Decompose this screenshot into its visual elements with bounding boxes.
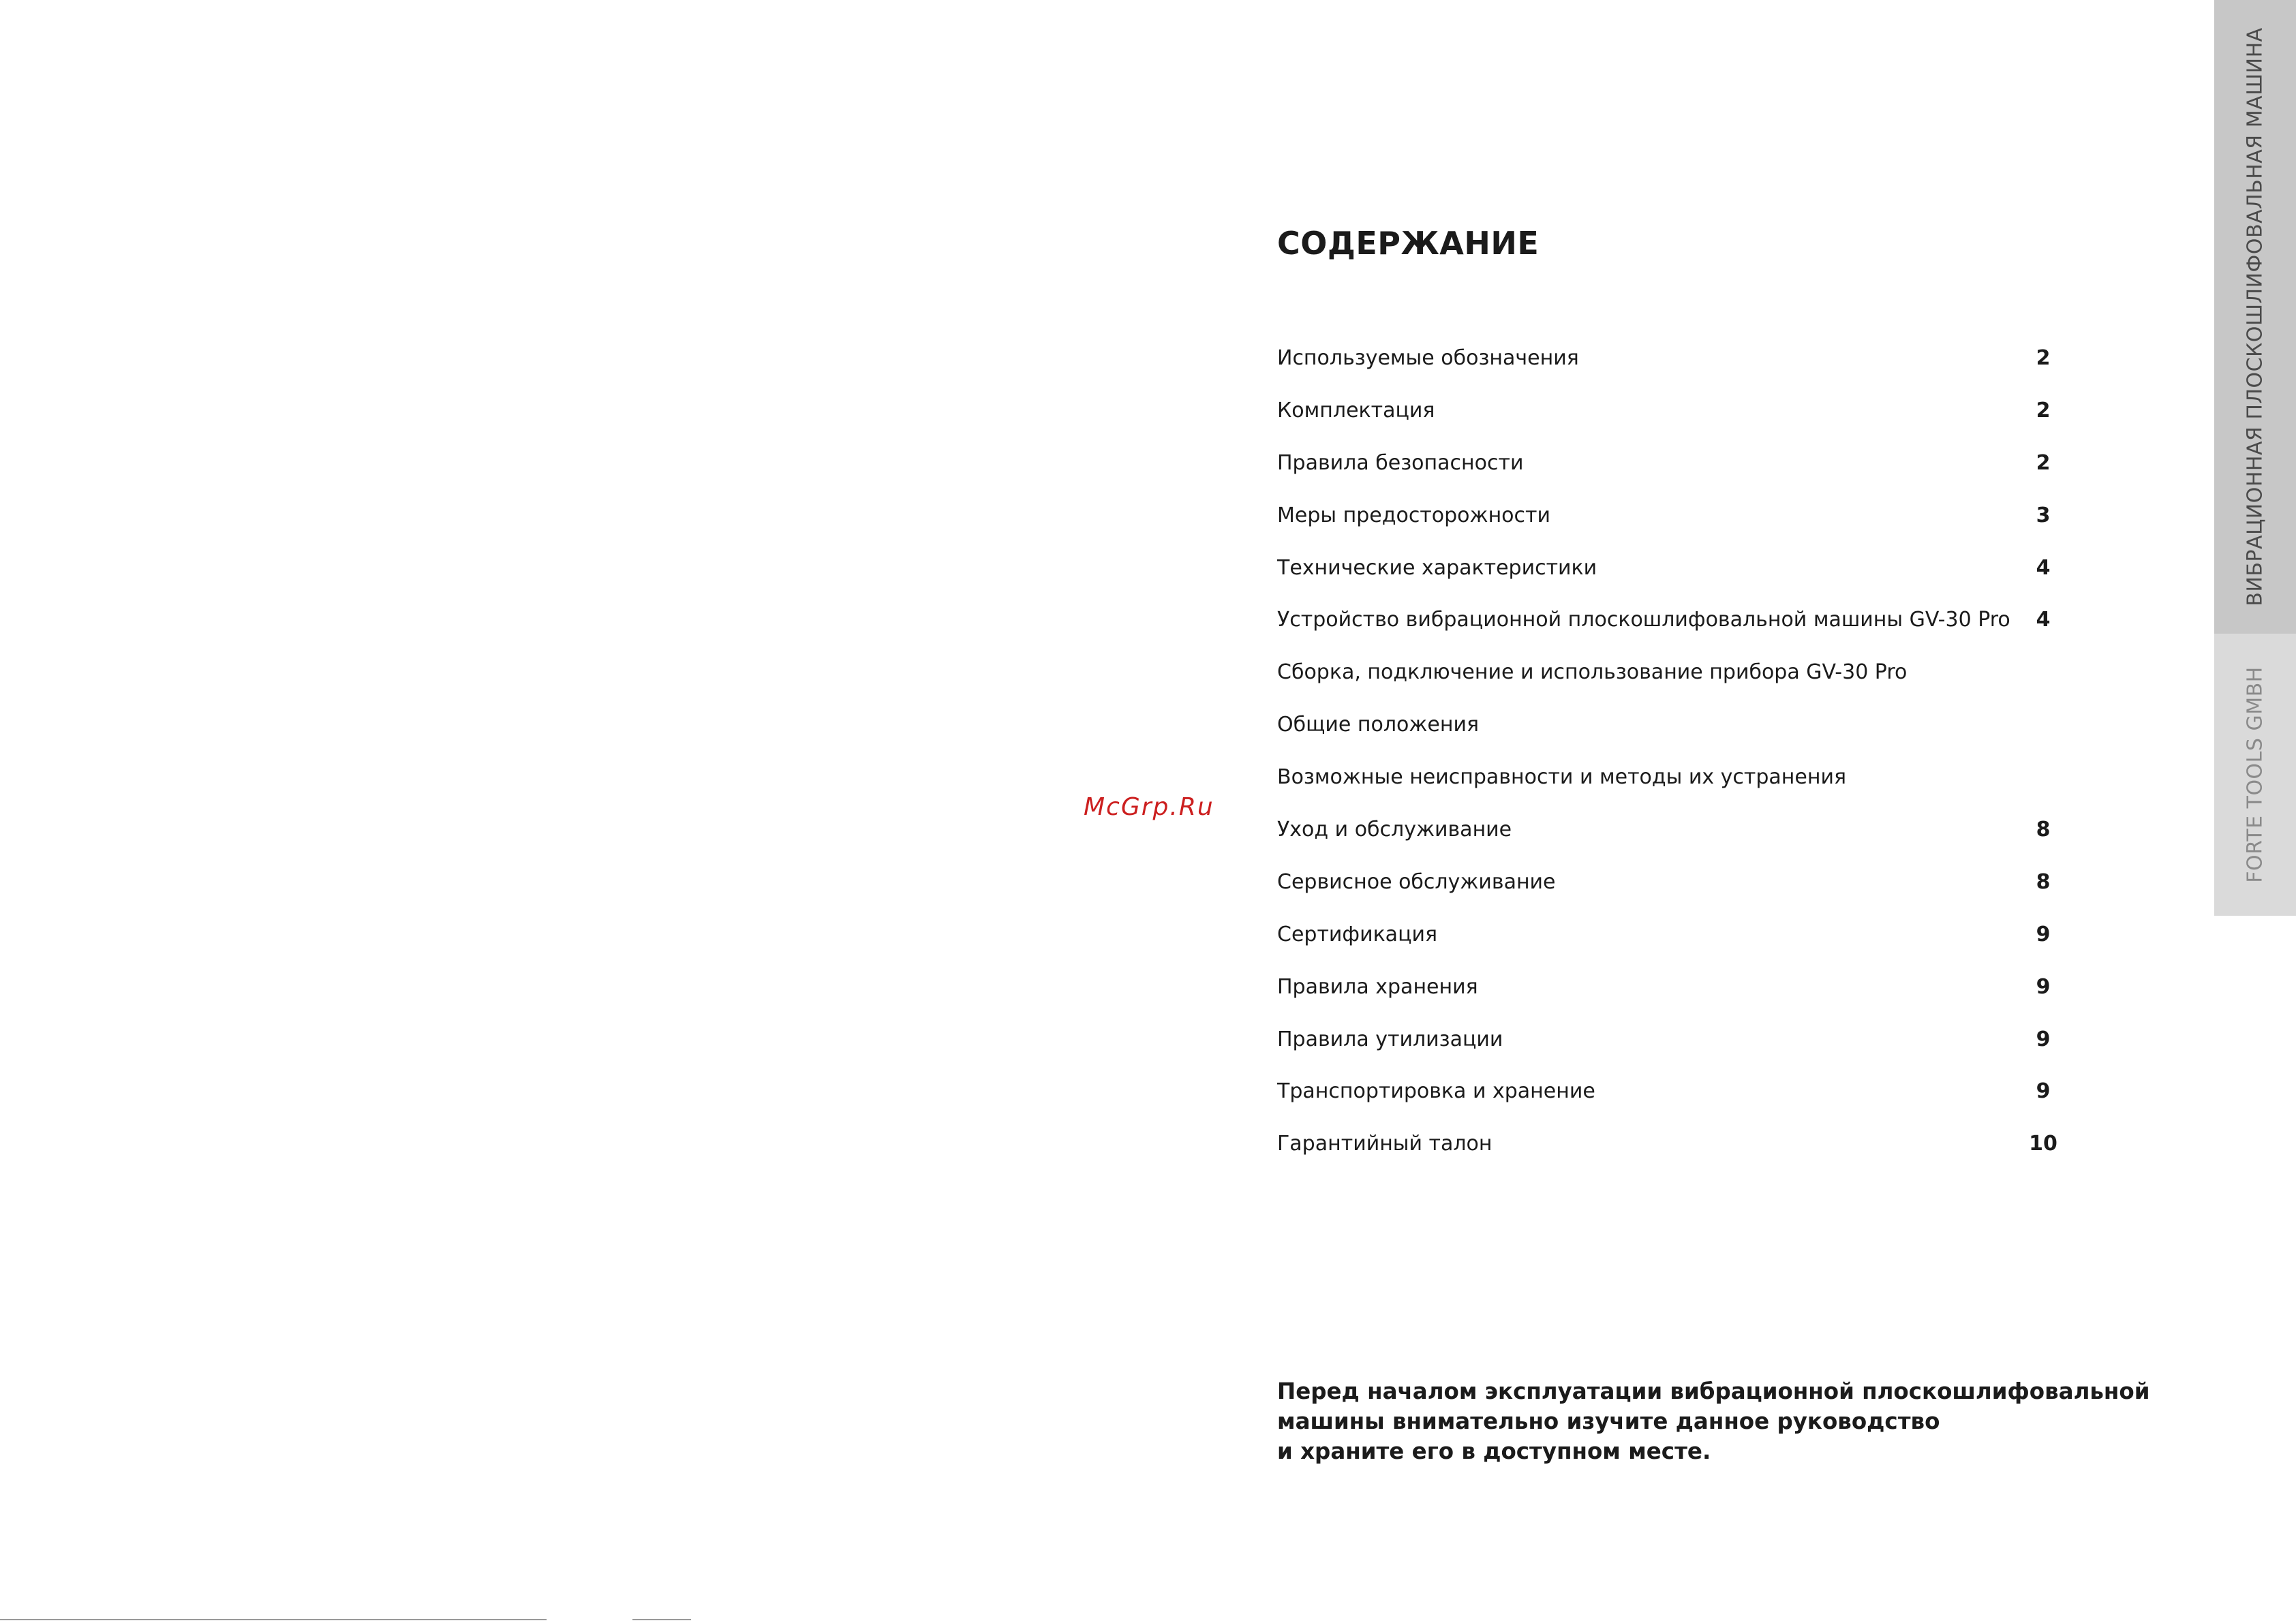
toc-item-label: Гарантийный талон: [1277, 1132, 1493, 1156]
toc-item-page: 8: [2036, 818, 2051, 842]
toc-row[interactable]: [1277, 490, 2061, 542]
toc-row[interactable]: [1277, 1014, 2061, 1066]
side-tab-company-label: FORTE TOOLS GMBH: [2243, 666, 2267, 883]
toc-row[interactable]: [1277, 1066, 2061, 1118]
notice-line: машины внимательно изучите данное руководство: [1277, 1408, 1940, 1434]
toc-row[interactable]: [1277, 699, 2061, 752]
toc-item-page: 9: [2036, 1027, 2051, 1051]
toc-item-label: Возможные неисправности и методы их устранения: [1277, 765, 1847, 790]
toc-item-page: 2: [2036, 346, 2051, 370]
toc-row[interactable]: [1277, 333, 2061, 385]
toc-row[interactable]: [1277, 961, 2061, 1014]
toc-item-page: 10: [2029, 1132, 2057, 1156]
toc-row[interactable]: [1277, 594, 2061, 647]
side-tab-product: [2214, 0, 2296, 634]
toc-item-label: Устройство вибрационной плоскошлифовальной машины GV-30 Pro: [1277, 608, 2010, 632]
toc-item-page: 8: [2036, 869, 2051, 894]
side-tab-product-label: ВИБРАЦИОННАЯ ПЛОСКОШЛИФОВАЛЬНАЯ МАШИНА: [2243, 27, 2267, 606]
toc-row[interactable]: [1277, 752, 2061, 804]
toc-item-label: Транспортировка и хранение: [1277, 1079, 1595, 1104]
toc-item-label: Сервисное обслуживание: [1277, 869, 1556, 894]
toc-item-page: 4: [2036, 555, 2051, 580]
toc-item-label: Технические характеристики: [1277, 555, 1597, 580]
toc-item-label: Общие положения: [1277, 713, 1480, 737]
toc-row[interactable]: [1277, 437, 2061, 490]
notice-line: Перед началом эксплуатации вибрационной плоскошлифовальной: [1277, 1378, 2150, 1404]
toc-item-page: 2: [2036, 450, 2051, 475]
toc-item-page: 3: [2036, 503, 2051, 527]
toc-row[interactable]: [1277, 385, 2061, 437]
toc-item-label: Сборка, подключение и использование прибора GV-30 Pro: [1277, 660, 1908, 685]
safety-notice: [1277, 1376, 2150, 1466]
toc-item-page: 9: [2036, 974, 2051, 999]
toc-item-page: 4: [2036, 608, 2051, 632]
toc-item-label: Правила утилизации: [1277, 1027, 1503, 1051]
toc-row[interactable]: [1277, 647, 2061, 699]
toc-row[interactable]: [1277, 909, 2061, 961]
toc-item-label: Используемые обозначения: [1277, 346, 1579, 370]
toc-item-label: Правила хранения: [1277, 974, 1478, 999]
toc-item-label: Сертификация: [1277, 922, 1438, 946]
footer-divider: [632, 1619, 691, 1620]
toc-item-label: Уход и обслуживание: [1277, 818, 1512, 842]
notice-line: и храните его в доступном месте.: [1277, 1438, 1711, 1464]
toc-item-label: Комплектация: [1277, 398, 1435, 422]
toc-item-page: 2: [2036, 398, 2051, 422]
page-title: СОДЕРЖАНИЕ: [1277, 225, 1540, 262]
toc-row[interactable]: [1277, 1118, 2061, 1171]
toc-item-page: 9: [2036, 922, 2051, 946]
table-of-contents: [1277, 333, 2061, 1171]
side-tab-company: [2214, 634, 2296, 916]
toc-item-page: 9: [2036, 1079, 2051, 1104]
toc-item-label: Меры предосторожности: [1277, 503, 1551, 527]
watermark-link[interactable]: McGrp.Ru: [1084, 793, 1214, 821]
toc-row[interactable]: [1277, 856, 2061, 909]
toc-row[interactable]: [1277, 542, 2061, 595]
toc-item-label: Правила безопасности: [1277, 450, 1524, 475]
toc-row[interactable]: [1277, 804, 2061, 856]
footer-divider: [0, 1619, 547, 1620]
